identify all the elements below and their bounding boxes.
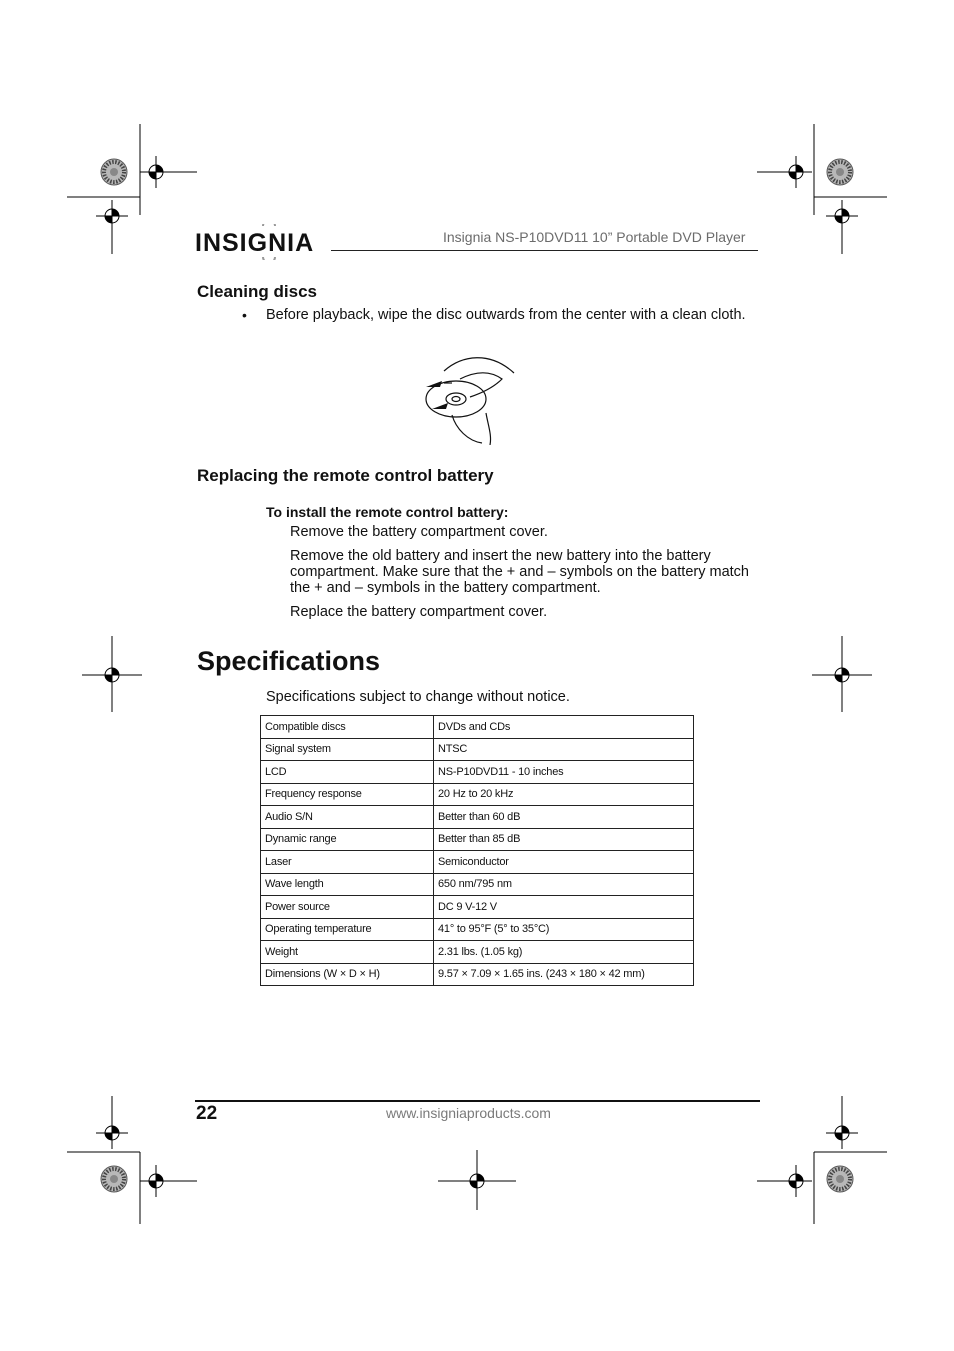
spec-value: NTSC: [434, 738, 694, 761]
table-row: [261, 738, 694, 761]
spec-value: DC 9 V-12 V: [434, 896, 694, 919]
spec-value: Better than 60 dB: [434, 806, 694, 829]
step-item: Remove the battery compartment cover.: [290, 524, 548, 540]
spec-label: Signal system: [261, 738, 434, 761]
header-title: Insignia NS-P10DVD11 10” Portable DVD Player: [443, 229, 746, 245]
spec-label: Frequency response: [261, 783, 434, 806]
table-row: [261, 783, 694, 806]
table-row: [261, 918, 694, 941]
step-item: Remove the old battery and insert the new battery into the battery compartment. Make sure that the + and – symbols on the battery match the + and – symbols in the battery compartment.: [290, 548, 749, 596]
table-row: [261, 896, 694, 919]
spec-label: Power source: [261, 896, 434, 919]
spec-value: DVDs and CDs: [434, 716, 694, 739]
spec-value: NS-P10DVD11 - 10 inches: [434, 761, 694, 784]
svg-text:INSIGNIA: INSIGNIA: [195, 229, 315, 257]
specifications-heading: Specifications: [197, 646, 381, 676]
table-row: [261, 963, 694, 986]
page-number: 22: [196, 1103, 218, 1124]
spec-label: LCD: [261, 761, 434, 784]
spec-value: Semiconductor: [434, 851, 694, 874]
insignia-logo: [195, 224, 331, 260]
footer-url: www.insigniaproducts.com: [386, 1105, 551, 1121]
bullet-dot: •: [242, 307, 247, 323]
spec-label: Dynamic range: [261, 828, 434, 851]
spec-label: Weight: [261, 941, 434, 964]
spec-label: Audio S/N: [261, 806, 434, 829]
spec-label: Dimensions (W × D × H): [261, 963, 434, 986]
spec-value: Better than 85 dB: [434, 828, 694, 851]
cleaning-instruction: Before playback, wipe the disc outwards from the center with a clean cloth.: [266, 307, 746, 323]
spec-label: Wave length: [261, 873, 434, 896]
cleaning-heading: Cleaning discs: [197, 282, 317, 301]
disc-cleaning-illustration: [422, 353, 518, 445]
step-item: Replace the battery compartment cover.: [290, 604, 548, 620]
procedure-title: To install the remote control battery:: [266, 504, 509, 520]
table-row: [261, 941, 694, 964]
table-row: [261, 806, 694, 829]
table-row: [261, 761, 694, 784]
table-row: [261, 828, 694, 851]
replacing-heading: Replacing the remote control battery: [197, 466, 494, 485]
spec-value: 2.31 lbs. (1.05 kg): [434, 941, 694, 964]
table-row: [261, 851, 694, 874]
spec-value: 20 Hz to 20 kHz: [434, 783, 694, 806]
spec-label: Operating temperature: [261, 918, 434, 941]
spec-value: 9.57 × 7.09 × 1.65 ins. (243 × 180 × 42 mm): [434, 963, 694, 986]
specifications-note: Specifications subject to change without notice.: [266, 689, 570, 705]
header-rule: [331, 250, 758, 251]
footer-rule: [195, 1100, 760, 1102]
spec-value: 41° to 95°F (5° to 35°C): [434, 918, 694, 941]
spec-label: Laser: [261, 851, 434, 874]
spec-value: 650 nm/795 nm: [434, 873, 694, 896]
table-row: [261, 716, 694, 739]
specifications-table: [260, 715, 694, 986]
table-row: [261, 873, 694, 896]
spec-label: Compatible discs: [261, 716, 434, 739]
